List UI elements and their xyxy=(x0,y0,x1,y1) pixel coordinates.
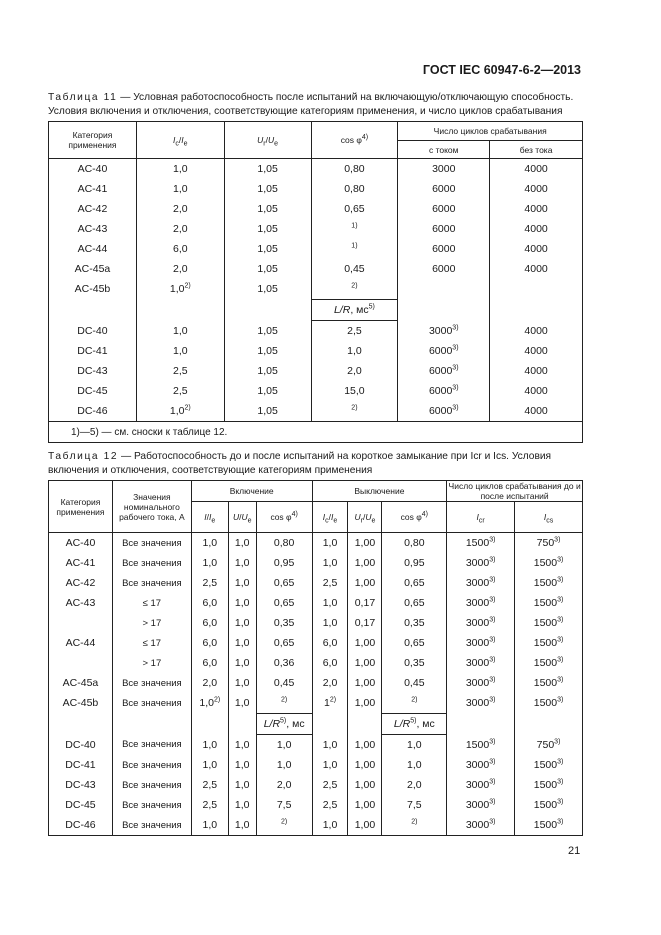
make-cos-cell: 2) xyxy=(256,693,312,714)
empty-cell xyxy=(348,714,382,735)
make-u-ue-cell: 1,0 xyxy=(228,795,256,815)
table11-caption-text: — Условная работоспособность после испытаний на включающую/отключающую способность. Условия включения и отключения, соответствующие категориям применения, и число циклов срабатывания xyxy=(48,92,574,117)
category-cell xyxy=(49,653,113,673)
t12-header-ic-ie: $I_c/I_e$ xyxy=(312,502,348,533)
empty-cell xyxy=(515,714,583,735)
make-cos-cell: 0,95 xyxy=(256,553,312,573)
current-cell: Все значения xyxy=(112,573,191,593)
cycles-with-current-cell: 6000 xyxy=(398,199,490,219)
break-ur-ue-cell: 1,00 xyxy=(348,673,382,693)
break-ur-ue-cell: 1,00 xyxy=(348,735,382,756)
cycles-ics-cell: 1500$^{3)}$ xyxy=(515,795,583,815)
t11-header-ur-ue: $U_r/U_e$ xyxy=(224,122,311,159)
category-cell: DC-41 xyxy=(49,755,113,775)
lr-label-break-cell: $L/R^{5)}$, мс xyxy=(382,714,447,735)
cycles-with-current-cell: 6000$^{3)}$ xyxy=(398,341,490,361)
empty-cell xyxy=(49,300,137,321)
table-row xyxy=(49,219,583,239)
ic-ie-cell: 1,0 xyxy=(136,179,224,199)
cycles-ics-cell: 1500$^{3)}$ xyxy=(515,693,583,714)
break-ic-ie-cell: 1$^{2)}$ xyxy=(312,693,348,714)
make-u-ue-cell: 1,0 xyxy=(228,533,256,554)
current-cell: Все значения xyxy=(112,755,191,775)
cycles-icr-cell: 3000$^{3)}$ xyxy=(447,775,515,795)
current-cell: Все значения xyxy=(112,673,191,693)
make-cos-cell: 0,35 xyxy=(256,613,312,633)
t12-header-category: Категория применения xyxy=(49,481,113,533)
empty-cell xyxy=(191,714,228,735)
category-cell: AC-41 xyxy=(49,553,113,573)
cycles-ics-cell: 750$^{3)}$ xyxy=(515,735,583,756)
t12-header-break: Выключение xyxy=(312,481,447,502)
make-i-ie-cell: 6,0 xyxy=(191,633,228,653)
cycles-with-current-cell: 6000 xyxy=(398,219,490,239)
table12 xyxy=(48,480,583,836)
document-header: ГОСТ IEC 60947-6-2—2013 xyxy=(422,63,581,77)
lr-cell: 2,0 xyxy=(311,361,398,381)
empty-cell xyxy=(490,300,583,321)
current-cell: ≤ 17 xyxy=(112,593,191,613)
break-ic-ie-cell: 6,0 xyxy=(312,633,348,653)
ic-ie-cell: 1,0 xyxy=(136,159,224,180)
ic-ie-cell: 2,5 xyxy=(136,361,224,381)
cycles-with-current-cell: 3000 xyxy=(398,159,490,180)
break-ic-ie-cell: 1,0 xyxy=(312,533,348,554)
table-row xyxy=(49,653,583,673)
category-cell: AC-43 xyxy=(49,593,113,613)
table-row xyxy=(49,693,583,714)
cycles-ics-cell: 750$^{3)}$ xyxy=(515,533,583,554)
make-i-ie-cell: 1,0 xyxy=(191,533,228,554)
break-ur-ue-cell: 1,00 xyxy=(348,533,382,554)
make-cos-cell: 7,5 xyxy=(256,795,312,815)
ur-ue-cell: 1,05 xyxy=(224,159,311,180)
cycles-with-current-cell xyxy=(398,279,490,300)
category-cell: AC-44 xyxy=(49,633,113,653)
ur-ue-cell: 1,05 xyxy=(224,239,311,259)
cycles-ics-cell: 1500$^{3)}$ xyxy=(515,815,583,836)
cycles-without-current-cell: 4000 xyxy=(490,239,583,259)
lr-label-make-cell: $L/R^{5)}$, мс xyxy=(256,714,312,735)
category-cell: AC-45a xyxy=(49,259,137,279)
t11-header-cos: $\cos \varphi^{4)}$ xyxy=(311,122,398,159)
break-cos-cell: 0,65 xyxy=(382,633,447,653)
cycles-with-current-cell: 6000 xyxy=(398,259,490,279)
table-row xyxy=(49,755,583,775)
break-ur-ue-cell: 1,00 xyxy=(348,795,382,815)
break-ur-ue-cell: 1,00 xyxy=(348,693,382,714)
cycles-without-current-cell: 4000 xyxy=(490,361,583,381)
break-ic-ie-cell: 1,0 xyxy=(312,553,348,573)
make-i-ie-cell: 6,0 xyxy=(191,593,228,613)
table11 xyxy=(48,121,583,443)
t12-header-cos-make: $\cos \varphi^{4)}$ xyxy=(256,502,312,533)
table-row xyxy=(49,775,583,795)
current-cell: Все значения xyxy=(112,533,191,554)
ur-ue-cell: 1,05 xyxy=(224,219,311,239)
category-cell: AC-43 xyxy=(49,219,137,239)
cycles-icr-cell: 3000$^{3)}$ xyxy=(447,593,515,613)
lr-cell: 15,0 xyxy=(311,381,398,401)
cos-cell: 1) xyxy=(311,239,398,259)
table-row xyxy=(49,341,583,361)
page-number: 21 xyxy=(568,845,581,857)
break-ur-ue-cell: 0,17 xyxy=(348,613,382,633)
cycles-icr-cell: 3000$^{3)}$ xyxy=(447,755,515,775)
make-cos-cell: 1,0 xyxy=(256,755,312,775)
ic-ie-cell: 2,0 xyxy=(136,259,224,279)
make-cos-cell: 0,65 xyxy=(256,593,312,613)
table-row xyxy=(49,613,583,633)
empty-cell xyxy=(312,714,348,735)
cycles-without-current-cell: 4000 xyxy=(490,321,583,342)
current-cell: Все значения xyxy=(112,815,191,836)
make-cos-cell: 0,45 xyxy=(256,673,312,693)
category-cell: AC-45b xyxy=(49,279,137,300)
empty-cell xyxy=(112,714,191,735)
make-i-ie-cell: 2,0 xyxy=(191,673,228,693)
break-ur-ue-cell: 1,00 xyxy=(348,553,382,573)
make-u-ue-cell: 1,0 xyxy=(228,653,256,673)
ur-ue-cell: 1,05 xyxy=(224,199,311,219)
cycles-ics-cell: 1500$^{3)}$ xyxy=(515,673,583,693)
category-cell: DC-45 xyxy=(49,381,137,401)
ic-ie-cell: 1,0$^{2)}$ xyxy=(136,279,224,300)
table-row xyxy=(49,321,583,342)
table-row xyxy=(49,593,583,613)
category-cell: AC-45b xyxy=(49,693,113,714)
table-row xyxy=(49,300,583,321)
cycles-icr-cell: 3000$^{3)}$ xyxy=(447,815,515,836)
category-cell: AC-42 xyxy=(49,199,137,219)
break-ic-ie-cell: 1,0 xyxy=(312,755,348,775)
break-cos-cell: 0,95 xyxy=(382,553,447,573)
cycles-without-current-cell: 4000 xyxy=(490,199,583,219)
category-cell: DC-43 xyxy=(49,775,113,795)
t12-header-ics: $I_{cs}$ xyxy=(515,502,583,533)
ic-ie-cell: 2,0 xyxy=(136,219,224,239)
category-cell: DC-43 xyxy=(49,361,137,381)
current-cell: Все значения xyxy=(112,553,191,573)
table-row xyxy=(49,673,583,693)
table-row xyxy=(49,633,583,653)
table-row xyxy=(49,533,583,554)
ur-ue-cell: 1,05 xyxy=(224,401,311,422)
make-i-ie-cell: 6,0 xyxy=(191,613,228,633)
current-cell: Все значения xyxy=(112,775,191,795)
make-cos-cell: 0,80 xyxy=(256,533,312,554)
table12-caption xyxy=(48,450,583,478)
category-cell: AC-40 xyxy=(49,533,113,554)
make-i-ie-cell: 2,5 xyxy=(191,573,228,593)
category-cell: AC-42 xyxy=(49,573,113,593)
category-cell: AC-45a xyxy=(49,673,113,693)
cycles-ics-cell: 1500$^{3)}$ xyxy=(515,633,583,653)
break-ic-ie-cell: 2,0 xyxy=(312,673,348,693)
break-cos-cell: 1,0 xyxy=(382,735,447,756)
ic-ie-cell: 2,5 xyxy=(136,381,224,401)
cycles-with-current-cell: 6000$^{3)}$ xyxy=(398,381,490,401)
cycles-icr-cell: 3000$^{3)}$ xyxy=(447,613,515,633)
table-row xyxy=(49,815,583,836)
table-row xyxy=(49,159,583,180)
break-ic-ie-cell: 6,0 xyxy=(312,653,348,673)
current-cell: ≤ 17 xyxy=(112,633,191,653)
cycles-without-current-cell: 4000 xyxy=(490,179,583,199)
cycles-ics-cell: 1500$^{3)}$ xyxy=(515,573,583,593)
current-cell: > 17 xyxy=(112,653,191,673)
category-cell: AC-41 xyxy=(49,179,137,199)
make-u-ue-cell: 1,0 xyxy=(228,633,256,653)
cycles-icr-cell: 3000$^{3)}$ xyxy=(447,795,515,815)
empty-cell xyxy=(447,714,515,735)
break-ur-ue-cell: 1,00 xyxy=(348,633,382,653)
make-u-ue-cell: 1,0 xyxy=(228,815,256,836)
ur-ue-cell: 1,05 xyxy=(224,321,311,342)
cycles-without-current-cell: 4000 xyxy=(490,219,583,239)
make-u-ue-cell: 1,0 xyxy=(228,735,256,756)
make-cos-cell: 2,0 xyxy=(256,775,312,795)
break-cos-cell: 7,5 xyxy=(382,795,447,815)
make-u-ue-cell: 1,0 xyxy=(228,755,256,775)
lr-cell: 2) xyxy=(311,401,398,422)
lr-cell: 2,5 xyxy=(311,321,398,342)
make-u-ue-cell: 1,0 xyxy=(228,573,256,593)
table-row xyxy=(49,553,583,573)
make-i-ie-cell: 2,5 xyxy=(191,795,228,815)
t12-header-icr: $I_{cr}$ xyxy=(447,502,515,533)
break-ic-ie-cell: 1,0 xyxy=(312,593,348,613)
cycles-icr-cell: 3000$^{3)}$ xyxy=(447,653,515,673)
make-u-ue-cell: 1,0 xyxy=(228,673,256,693)
make-u-ue-cell: 1,0 xyxy=(228,613,256,633)
cycles-without-current-cell: 4000 xyxy=(490,259,583,279)
break-ic-ie-cell: 1,0 xyxy=(312,815,348,836)
ur-ue-cell: 1,05 xyxy=(224,381,311,401)
table-footnote-row xyxy=(49,422,583,443)
table-row xyxy=(49,259,583,279)
cycles-icr-cell: 1500$^{3)}$ xyxy=(447,533,515,554)
category-cell: AC-44 xyxy=(49,239,137,259)
make-u-ue-cell: 1,0 xyxy=(228,693,256,714)
ic-ie-cell: 1,0 xyxy=(136,341,224,361)
break-ic-ie-cell: 1,0 xyxy=(312,735,348,756)
cycles-ics-cell: 1500$^{3)}$ xyxy=(515,653,583,673)
break-cos-cell: 0,35 xyxy=(382,613,447,633)
make-u-ue-cell: 1,0 xyxy=(228,775,256,795)
make-cos-cell: 1,0 xyxy=(256,735,312,756)
cycles-ics-cell: 1500$^{3)}$ xyxy=(515,775,583,795)
table-row xyxy=(49,573,583,593)
cycles-icr-cell: 3000$^{3)}$ xyxy=(447,553,515,573)
category-cell xyxy=(49,613,113,633)
category-cell: DC-40 xyxy=(49,735,113,756)
t12-header-ur-ue: $U_r/U_e$ xyxy=(348,502,382,533)
empty-cell xyxy=(228,714,256,735)
table12-caption-text: — Работоспособность до и после испытаний на короткое замыкание при Icr и Ics. Условия включения и отключения, соответствующие категориям применения xyxy=(48,451,552,476)
t11-header-ic-ie: $I_c/I_e$ xyxy=(136,122,224,159)
break-cos-cell: 0,65 xyxy=(382,573,447,593)
make-i-ie-cell: 1,0 xyxy=(191,735,228,756)
category-cell: AC-40 xyxy=(49,159,137,180)
table-row xyxy=(49,239,583,259)
break-ur-ue-cell: 1,00 xyxy=(348,815,382,836)
ic-ie-cell: 2,0 xyxy=(136,199,224,219)
cycles-ics-cell: 1500$^{3)}$ xyxy=(515,593,583,613)
break-cos-cell: 0,65 xyxy=(382,593,447,613)
make-i-ie-cell: 1,0$^{2)}$ xyxy=(191,693,228,714)
empty-cell xyxy=(398,300,490,321)
cycles-with-current-cell: 6000 xyxy=(398,179,490,199)
cycles-with-current-cell: 3000$^{3)}$ xyxy=(398,321,490,342)
cycles-icr-cell: 3000$^{3)}$ xyxy=(447,633,515,653)
table-row xyxy=(49,199,583,219)
make-i-ie-cell: 1,0 xyxy=(191,815,228,836)
make-cos-cell: 0,36 xyxy=(256,653,312,673)
current-cell: Все значения xyxy=(112,795,191,815)
break-ur-ue-cell: 1,00 xyxy=(348,573,382,593)
cycles-without-current-cell xyxy=(490,279,583,300)
table11-label: Таблица 11 xyxy=(48,92,118,103)
category-cell: DC-45 xyxy=(49,795,113,815)
category-cell: DC-40 xyxy=(49,321,137,342)
table-row xyxy=(49,735,583,756)
make-i-ie-cell: 1,0 xyxy=(191,755,228,775)
break-cos-cell: 0,80 xyxy=(382,533,447,554)
make-cos-cell: 2) xyxy=(256,815,312,836)
break-ur-ue-cell: 1,00 xyxy=(348,755,382,775)
t12-header-i-ie: $I/I_e$ xyxy=(191,502,228,533)
ur-ue-cell: 1,05 xyxy=(224,179,311,199)
make-u-ue-cell: 1,0 xyxy=(228,593,256,613)
category-cell: DC-46 xyxy=(49,815,113,836)
make-cos-cell: 0,65 xyxy=(256,573,312,593)
table-row xyxy=(49,714,583,735)
table-row xyxy=(49,381,583,401)
make-i-ie-cell: 1,0 xyxy=(191,553,228,573)
cycles-icr-cell: 3000$^{3)}$ xyxy=(447,673,515,693)
cycles-without-current-cell: 4000 xyxy=(490,381,583,401)
table11-footnote: 1)—5) — см. сноски к таблице 12. xyxy=(49,422,583,443)
cycles-ics-cell: 1500$^{3)}$ xyxy=(515,613,583,633)
t11-header-with-current: с током xyxy=(398,141,490,159)
cos-cell: 2) xyxy=(311,279,398,300)
break-ic-ie-cell: 1,0 xyxy=(312,613,348,633)
ur-ue-cell: 1,05 xyxy=(224,341,311,361)
empty-cell xyxy=(224,300,311,321)
break-cos-cell: 2,0 xyxy=(382,775,447,795)
cycles-with-current-cell: 6000$^{3)}$ xyxy=(398,361,490,381)
table-row xyxy=(49,361,583,381)
ic-ie-cell: 1,0$^{2)}$ xyxy=(136,401,224,422)
t12-header-u-ue: $U/U_e$ xyxy=(228,502,256,533)
ur-ue-cell: 1,05 xyxy=(224,259,311,279)
table11-caption xyxy=(48,91,583,119)
break-ic-ie-cell: 2,5 xyxy=(312,775,348,795)
ic-ie-cell: 6,0 xyxy=(136,239,224,259)
break-cos-cell: 1,0 xyxy=(382,755,447,775)
category-cell: DC-41 xyxy=(49,341,137,361)
current-cell: Все значения xyxy=(112,693,191,714)
cycles-icr-cell: 3000$^{3)}$ xyxy=(447,573,515,593)
lr-cell: 1,0 xyxy=(311,341,398,361)
cycles-with-current-cell: 6000 xyxy=(398,239,490,259)
empty-cell xyxy=(49,714,113,735)
ic-ie-cell: 1,0 xyxy=(136,321,224,342)
t12-header-cycles: Число циклов срабатывания до и после испытаний xyxy=(448,481,581,501)
table-row xyxy=(49,279,583,300)
break-ur-ue-cell: 1,00 xyxy=(348,653,382,673)
current-cell: > 17 xyxy=(112,613,191,633)
cycles-ics-cell: 1500$^{3)}$ xyxy=(515,553,583,573)
break-cos-cell: 2) xyxy=(382,693,447,714)
t12-header-make: Включение xyxy=(191,481,312,502)
cos-cell: 1) xyxy=(311,219,398,239)
cos-cell: 0,80 xyxy=(311,179,398,199)
break-ic-ie-cell: 2,5 xyxy=(312,795,348,815)
cycles-icr-cell: 1500$^{3)}$ xyxy=(447,735,515,756)
cycles-without-current-cell: 4000 xyxy=(490,159,583,180)
cycles-ics-cell: 1500$^{3)}$ xyxy=(515,755,583,775)
break-cos-cell: 0,35 xyxy=(382,653,447,673)
break-cos-cell: 0,45 xyxy=(382,673,447,693)
cos-cell: 0,65 xyxy=(311,199,398,219)
table-row xyxy=(49,401,583,422)
break-ur-ue-cell: 1,00 xyxy=(348,775,382,795)
cycles-without-current-cell: 4000 xyxy=(490,401,583,422)
empty-cell xyxy=(136,300,224,321)
make-i-ie-cell: 2,5 xyxy=(191,775,228,795)
break-ic-ie-cell: 2,5 xyxy=(312,573,348,593)
ur-ue-cell: 1,05 xyxy=(224,279,311,300)
make-cos-cell: 0,65 xyxy=(256,633,312,653)
table12-label: Таблица 12 xyxy=(48,451,119,462)
make-u-ue-cell: 1,0 xyxy=(228,553,256,573)
break-cos-cell: 2) xyxy=(382,815,447,836)
cycles-without-current-cell: 4000 xyxy=(490,341,583,361)
table-row xyxy=(49,179,583,199)
cos-cell: 0,45 xyxy=(311,259,398,279)
cycles-icr-cell: 3000$^{3)}$ xyxy=(447,693,515,714)
t11-header-cycles: Число циклов срабатывания xyxy=(398,122,583,141)
current-cell: Все значения xyxy=(112,735,191,756)
cos-cell: 0,80 xyxy=(311,159,398,180)
t12-header-current: Значения номинального рабочего тока, А xyxy=(112,481,191,533)
ur-ue-cell: 1,05 xyxy=(224,361,311,381)
category-cell: DC-46 xyxy=(49,401,137,422)
break-ur-ue-cell: 0,17 xyxy=(348,593,382,613)
t11-header-category: Категория применения xyxy=(49,122,137,159)
make-i-ie-cell: 6,0 xyxy=(191,653,228,673)
t12-header-cos-break: $\cos \varphi^{4)}$ xyxy=(382,502,447,533)
lr-label-cell: L/R, $мс^{5)}$ xyxy=(311,300,398,321)
t11-header-without-current: без тока xyxy=(490,141,583,159)
cycles-with-current-cell: 6000$^{3)}$ xyxy=(398,401,490,422)
table-row xyxy=(49,795,583,815)
